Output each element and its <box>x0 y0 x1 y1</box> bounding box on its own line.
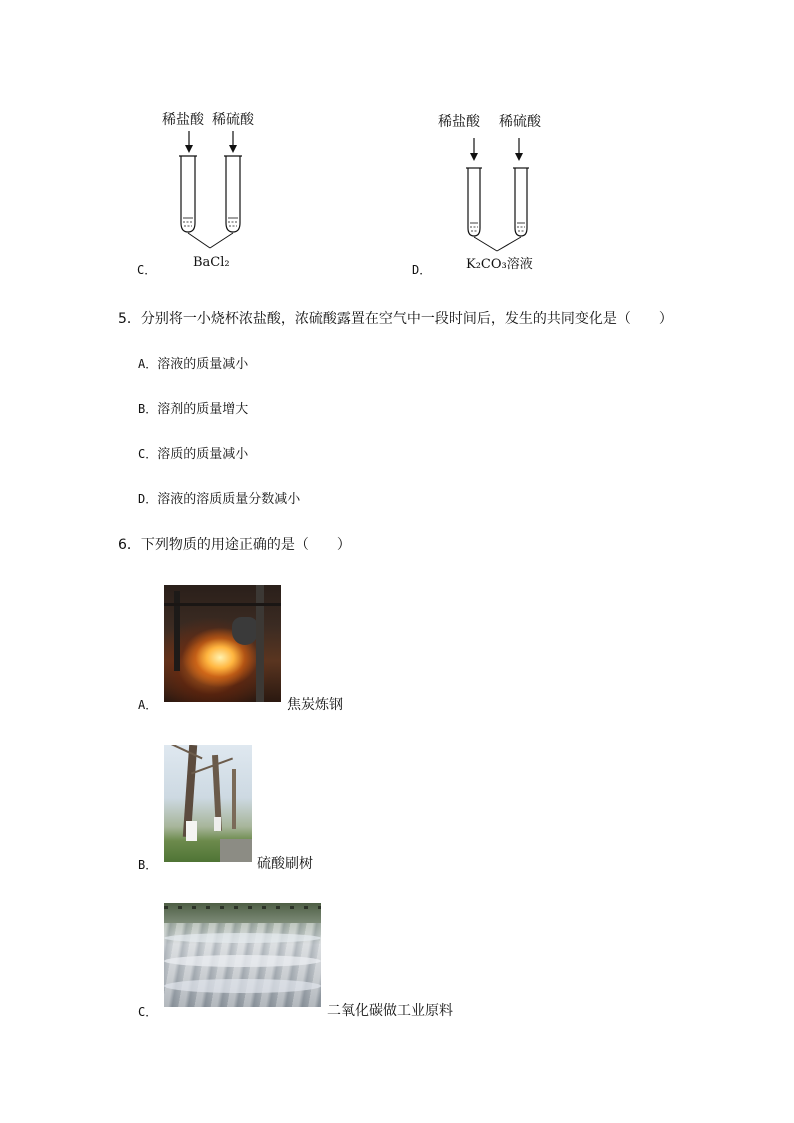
diagram-c-letter: C． <box>137 263 157 277</box>
option-letter: B． <box>138 402 158 416</box>
diagram-d-letter: D． <box>412 263 432 277</box>
diagram-c <box>150 105 290 275</box>
question-5-option-d <box>138 488 300 507</box>
option-letter: D． <box>138 492 158 506</box>
question-6-stem: 6．下列物质的用途正确的是（ ） <box>118 537 351 553</box>
diagram-c-reagent: BaCl₂ <box>193 255 230 270</box>
industrial-pipes-image <box>164 903 321 1007</box>
option-letter: A． <box>138 357 158 371</box>
question-6-option-a-letter: A． <box>138 698 158 712</box>
question-5-stem: 5．分别将一小烧杯浓盐酸，浓硫酸露置在空气中一段时间后，发生的共同变化是（ ） <box>118 311 673 327</box>
diagram-d-right-label: 稀硫酸 <box>499 114 541 130</box>
option-text: 溶液的溶质质量分数减小 <box>157 492 301 507</box>
option-letter: C． <box>138 447 158 461</box>
option-text: 溶剂的质量增大 <box>157 402 249 417</box>
steelmaking-furnace-image <box>164 585 281 702</box>
question-6-option-c-letter: C． <box>138 1005 158 1019</box>
question-6-option-c-caption: 二氧化碳做工业原料 <box>327 1003 453 1019</box>
diagram-d <box>430 105 570 275</box>
whitewashed-trees-image <box>164 745 252 862</box>
question-6-option-b-caption: 硫酸刷树 <box>257 856 313 872</box>
question-5-option-b <box>138 398 248 417</box>
test-tubes-diagram-d <box>430 105 570 275</box>
question-6-option-b-letter: B． <box>138 858 158 872</box>
question-5-option-c <box>138 443 248 462</box>
diagram-c-right-label: 稀硫酸 <box>212 112 254 128</box>
question-6-option-a-caption: 焦炭炼钢 <box>287 697 343 713</box>
diagram-d-reagent: K₂CO₃溶液 <box>466 257 533 272</box>
option-text: 溶质的质量减小 <box>157 447 249 462</box>
question-5-option-a <box>138 353 248 372</box>
diagram-c-left-label: 稀盐酸 <box>162 112 204 128</box>
test-tubes-diagram-c <box>150 105 290 275</box>
option-text: 溶液的质量减小 <box>157 357 249 372</box>
diagram-d-left-label: 稀盐酸 <box>438 114 480 130</box>
